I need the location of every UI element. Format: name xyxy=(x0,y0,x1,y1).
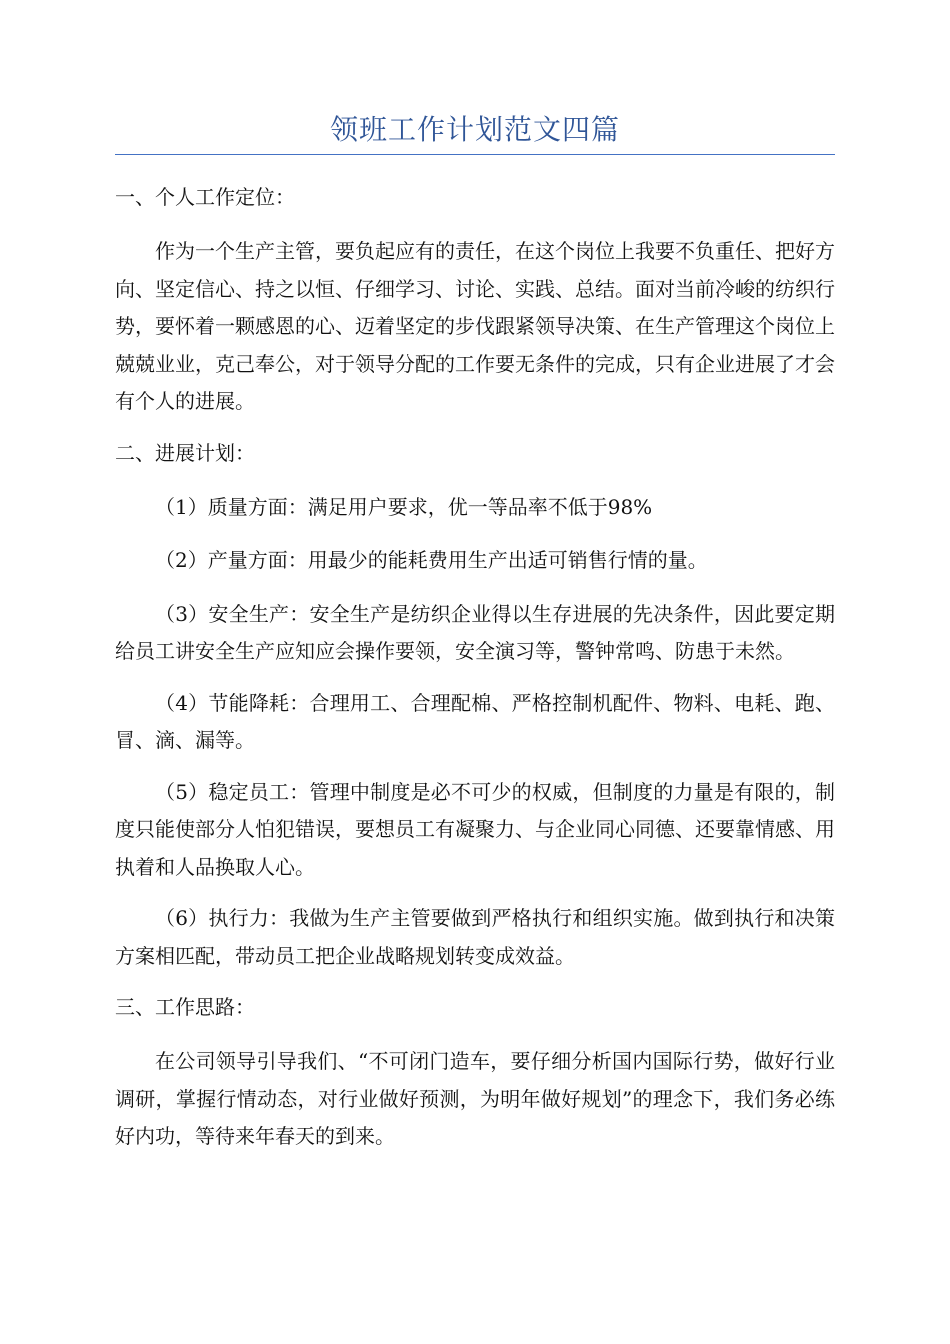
section-heading: 三、工作思路： xyxy=(115,995,255,1019)
document-page xyxy=(115,110,835,1170)
section-personal-positioning xyxy=(115,179,835,421)
section-paragraph: 作为一个生产主管，要负起应有的责任，在这个岗位上我要不负重任、把好方向、坚定信心、持之以恒、仔细学习、讨论、实践、总结。面对当前冷峻的纺织行势，要怀着一颗感恩的心、迈着坚定的步伐跟紧领导决策、在生产管理这个岗位上兢兢业业，克己奉公，对于领导分配的工作要无条件的完成，只有企业进展了才会有个人的进展。 xyxy=(115,239,835,413)
plan-item-quality: （1）质量方面：满足用户要求，优一等品率不低于98% xyxy=(155,494,653,519)
plan-item-output: （2）产量方面：用最少的能耗费用生产出适可销售行情的量。 xyxy=(155,548,708,572)
section-development-plan xyxy=(115,435,835,976)
section-paragraph: 在公司领导引导我们、“不可闭门造车，要仔细分析国内国际行势，做好行业调研，掌握行情动态，对行业做好预测，为明年做好规划”的理念下，我们务必练好内功，等待来年春天的到来。 xyxy=(115,1049,835,1148)
section-heading: 一、个人工作定位： xyxy=(115,185,295,209)
section-work-approach xyxy=(115,989,835,1156)
plan-item-staff-stability: （5）稳定员工：管理中制度是必不可少的权威，但制度的力量是有限的，制度只能使部分人怕犯错误，要想员工有凝聚力、与企业同心同德、还要靠情感、用执着和人品换取人心。 xyxy=(115,779,835,879)
document-title: 领班工作计划范文四篇 xyxy=(329,113,620,146)
section-heading: 二、进展计划： xyxy=(115,440,255,465)
plan-item-energy-saving: （4）节能降耗：合理用工、合理配棉、严格控制机配件、物料、电耗、跑、冒、滴、漏等。 xyxy=(115,690,835,752)
title-underline xyxy=(115,154,835,155)
plan-item-execution: （6）执行力：我做为生产主管要做到严格执行和组织实施。做到执行和决策方案相匹配，带动员工把企业战略规划转变成效益。 xyxy=(115,906,835,968)
plan-item-safety: （3）安全生产：安全生产是纺织企业得以生存进展的先决条件，因此要定期给员工讲安全生产应知应会操作要领，安全演习等，警钟常鸣、防患于未然。 xyxy=(115,601,835,663)
